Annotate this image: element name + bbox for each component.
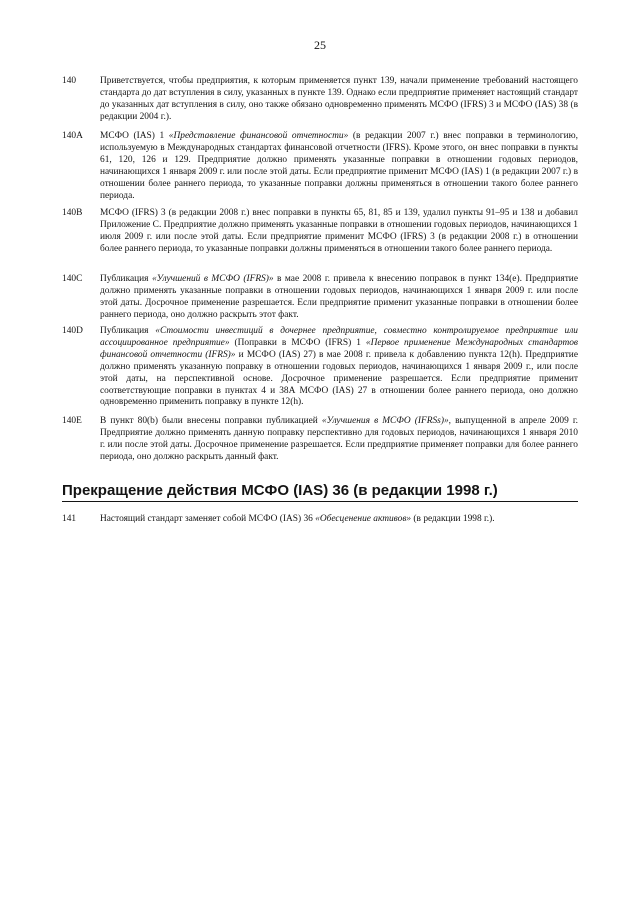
text-run: Настоящий стандарт заменяет собой МСФО (IAS) 36 (100, 514, 316, 524)
paragraph-140 (62, 76, 578, 124)
text-run: (в редакции 2007 г.) внес поправки в терминологию, используемую в Международных стандартах финансовой отчетности (IFRS). Кроме этого, он внес поправки в пункты 61, 120, 126 и 129. Предприятие должно применять указанные поправки в отношении годовых периодов, начинающихся 1 января 2009 г. или после этой даты. Если предприятие применит МСФО (IAS) 1 (в редакции 2007 г.) в отношении более раннего периода, то указанные поправки должны применяться в отношении такого более раннего периода. (100, 131, 578, 201)
paragraph-text (100, 326, 578, 409)
text-run: (в редакции 1998 г.). (411, 514, 495, 524)
paragraph-140c (62, 274, 578, 322)
section-heading: Прекращение действия МСФО (IAS) 36 (в редакции 1998 г.) (62, 482, 498, 499)
text-run: МСФО (IAS) 1 (100, 131, 169, 141)
text-run: Публикация (100, 326, 156, 336)
paragraph-140e (62, 416, 578, 464)
page-number: 25 (314, 38, 326, 52)
text-run: и МСФО (IAS) 27) в мае 2008 г. привела к добавлению пункта 12(h). Предприятие должно применять указанную поправку в отношении годовых периодов, начинающихся 1 января 2009 г., или после этой даты, на перспективной основе. Досрочное применение разрешается. Если предприятие применит соответствующие поправки в пунктах 4 и 38А МСФО (IAS) 27 в отношении более раннего периода, оно должно одновременно применить поправку в пункте 12(h). (100, 349, 578, 408)
italic-title: «Обесценение активов» (315, 514, 412, 524)
text-run: В пункт 80(b) были внесены поправки публикацией (100, 416, 322, 426)
italic-title: «Представление финансовой отчетности» (168, 131, 349, 141)
italic-title: «Улучшений в МСФО (IFRS)» (151, 274, 274, 284)
paragraph-text (100, 274, 578, 322)
paragraph-number: 140B (62, 208, 83, 218)
paragraph-number: 140D (62, 326, 83, 336)
paragraph-140d (62, 326, 578, 409)
paragraph-140b (62, 208, 578, 256)
paragraph-number: 140 (62, 76, 77, 86)
paragraph-text (100, 208, 578, 256)
italic-title: «Стоимости инвестиций в дочернее предприятие, совместно контролируемое предприятие или ассоциированное предприятие» (100, 326, 578, 348)
text-run: МСФО (IFRS) 3 (в редакции 2008 г.) внес поправки в пункты 65, 81, 85 и 139, удалил пункты 91–95 и 138 и добавил Приложение С. Предприятие должно применять указанные поправки в отношении годовых периодов, начинающихся 1 июля 2009 г. или после этой даты. Если предприятие применит МСФО (IFRS) 3 (в редакции 2008 г.) в отношении более раннего периода, то указанные поправки должны применяться в отношении такого более раннего периода. (100, 208, 578, 254)
paragraph-text (100, 514, 578, 526)
italic-title: «Первое применение Международных стандартов финансовой отчетности (IFRS)» (100, 337, 579, 360)
paragraph-number: 141 (62, 514, 77, 524)
paragraph-140a (62, 131, 578, 202)
text-run: (Поправки в МСФО (IFRS) 1 (229, 337, 366, 348)
text-run: в мае 2008 г. привела к внесению поправок в пункт 134(е). Предприятие должно применять указанные поправки в отношении годовых периодов, начинающихся 1 января 2009 г. или после этой даты. Досрочное применение разрешается. Если предприятие применит указанные поправки в отношении более раннего периода, оно должно раскрыть этот факт. (100, 274, 578, 320)
paragraph-text (100, 131, 578, 202)
italic-title: «Улучшения в МСФО (IFRSs)» (321, 416, 449, 426)
text-run: Приветствуется, чтобы предприятия, к которым применяется пункт 139, начали применение требований настоящего стандарта до дат вступления в силу, указанных в пункте 139. Однако если предприятие применяет настоящий стандарт до указанных дат вступления в силу, оно также обязано одновременно применять МСФО (IFRS) 3 и МСФО (IAS) 38 (в редакции 2004 г.). (100, 76, 578, 122)
paragraph-text (100, 76, 578, 124)
text-run: , выпущенной в апреле 2009 г. Предприятие должно применять данную поправку перспективно для годовых периодов, начинающихся 1 января 2010 г. или после этой даты. Досрочное применение разрешается. Если предприятие применяет поправки для более раннего периода, оно должно раскрыть данный факт. (100, 416, 578, 462)
paragraph-number: 140C (62, 274, 83, 284)
heading-underline (62, 501, 578, 502)
paragraph-number: 140E (62, 416, 82, 426)
paragraph-number: 140A (62, 131, 83, 141)
paragraph-text (100, 416, 578, 464)
paragraph-141 (62, 514, 578, 526)
text-run: Публикация (100, 274, 152, 284)
